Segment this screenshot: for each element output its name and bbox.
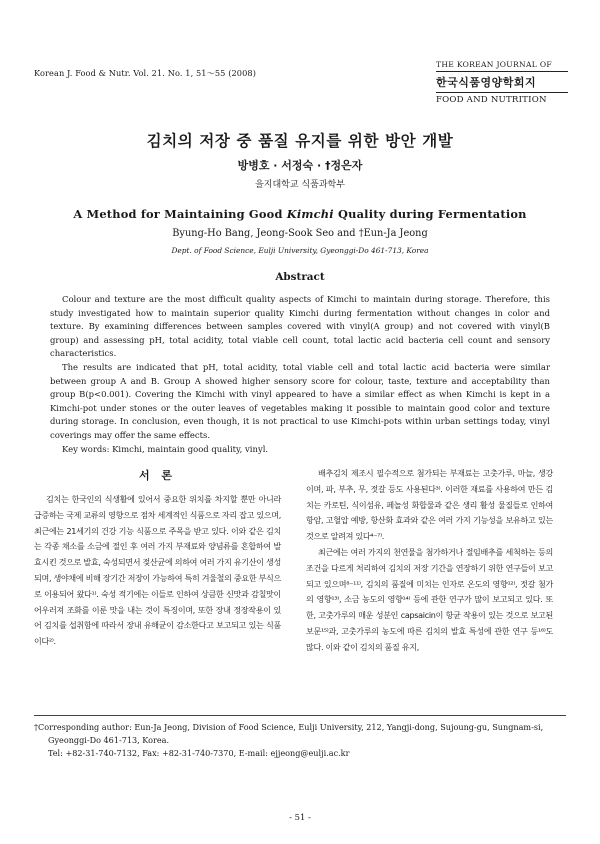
abstract-paragraph-1: Colour and texture are the most difficult quality aspects of Kimchi to maintain during storage. Therefore, this study investigated how to maintain superior quality Kimchi during fermentation without changes in color and texture. By examining differences between samples covered with vinyl(A group) and not covered with vinyl(B group) and assessing pH, total acidity, total viable cell count, total lactic acid bacteria cell count and sensory characteristics. [50,294,550,359]
intro-column-left [34,492,281,650]
affiliation-en: Dept. of Food Science, Eulji University, Gyeonggi-Do 461-713, Korea [171,246,429,255]
journal-masthead [436,60,568,105]
paper-title-kr: 김치의 저장 중 품질 유지를 위한 방안 개발 [146,132,454,150]
footnote-divider [34,715,566,716]
section-heading-introduction: 서 론 [138,469,177,482]
journal-name-en-bottom: FOOD AND NUTRITION [436,92,568,105]
intro-paragraph-2: 배추김치 제조시 필수적으로 첨가되는 부재료는 고춧가루, 마늘, 생강이며, 파, 부추, 무, 젓갈 등도 사용된다³⁾. 이러한 재료를 사용하여 만든 김치는 카로틴, 식이섬유, 페놀성 화합물과 같은 생리 활성 물질들로 인하여 항암, 고혈압 예방, 항산화 효과와 같은 여러 가지 기능성을 보유하고 있는 것으로 알려져 있다⁴⁻⁷⁾. [306,469,553,542]
journal-name-kr: 한국식품영양학회지 [436,71,568,90]
footnote-line-2: Gyeonggi-Do 461-713, Korea. [48,735,170,745]
footnote-line-1: †Corresponding author: Eun-Ja Jeong, Division of Food Science, Eulji University, 212, Yangji-dong, Sujoung-gu, Sungnam-si, [34,722,544,732]
abstract-paragraph-2: The results are indicated that pH, total acidity, total viable cell and total lactic acid bacteria were similar between group A and B. Group A showed higher sensory score for colour, taste, texture and acceptability than group B(p<0.001). Covering the Kimchi with vinyl appeared to have a similar effect as when Kimchi is kept in a Kimchi-pot under stones or the outer leaves of vegetables making it possible to maintain good color and texture during storage. In conclusion, even though, it is not practical to use Kimchi-pots within urban settings today, vinyl coverings may offer the same effects. [50,361,550,440]
authors-kr: 방병호 · 서정숙 · †정은자 [237,159,363,172]
authors-en: Byung-Ho Bang, Jeong-Sook Seo and †Eun-Ja Jeong [172,228,428,239]
intro-column-right [306,466,553,656]
title-en-post: Quality during Fermentation [333,207,527,221]
abstract-body [50,293,550,456]
journal-name-en-top: THE KOREAN JOURNAL OF [436,60,552,69]
abstract-heading: Abstract [275,271,325,283]
intro-paragraph-1: 김치는 한국인의 식생활에 있어서 중요한 위치를 차지할 뿐만 아니라 급증하는 국제 교류의 영향으로 점차 세계적인 식품으로 자리 잡고 있으며, 최근에는 21세기의 건강 기능 식품으로 주목을 받고 있다. 이와 같은 김치는 각종 채소를 소금에 절인 후 여러 가지 부재료와 양념류를 혼합하여 발효시킨 것으로 발효, 숙성되면서 젖산균에 의하여 여러 가지 유기산이 생성되며, 생야채에 비해 장기간 저장이 가능하여 특히 겨울철의 중요한 부식으로 이용되어 왔다¹⁾. 숙성 적기에는 이들로 인하여 상큼한 신맛과 감칠맛이 어우러져 조화를 이룬 맛을 내는 것이 특징이며, 또한 장내 정장작용이 있어 김치를 섭취함에 따라서 장내 유해균이 감소한다고 보고되고 있는 식품이다²⁾. [34,495,281,647]
intro-paragraph-3: 최근에는 여러 가지의 천연물을 첨가하거나 절임배추를 세척하는 등의 조건을 다르게 처리하여 김치의 저장 기간을 연장하기 위한 연구들이 보고되고 있으며⁸⁻¹¹⁾, 김치의 품질에 미치는 인자로 온도의 영향¹²⁾, 젓갈 첨가의 영향¹³⁾, 소금 농도의 영향¹⁴⁾ 등에 관한 연구가 많이 보고되고 있다. 또한, 고춧가루의 매운 성분인 capsaicin이 항균 작용이 있는 것으로 보고된 보문¹⁵⁾과, 고춧가루의 농도에 따른 김치의 발효 특성에 관한 연구 등¹⁶⁾도 많다. 이와 같이 김치의 품질 유지, [306,547,553,652]
page-number: - 51 - [289,812,311,822]
keywords: Key words: Kimchi, maintain good quality, vinyl. [62,443,269,454]
paper-title-en [0,207,600,221]
footnote-line-3: Tel: +82-31-740-7132, Fax: +82-31-740-7370, E-mail: ejjeong@eulji.ac.kr [48,748,350,758]
affiliation-kr: 을지대학교 식품과학부 [255,180,345,190]
title-en-kimchi: Kimchi [286,207,334,221]
title-en-pre: A Method for Maintaining Good [73,207,287,221]
journal-citation: Korean J. Food & Nutr. Vol. 21. No. 1, 51～55 (2008) [34,68,257,78]
corresponding-author-footnote [34,721,566,760]
